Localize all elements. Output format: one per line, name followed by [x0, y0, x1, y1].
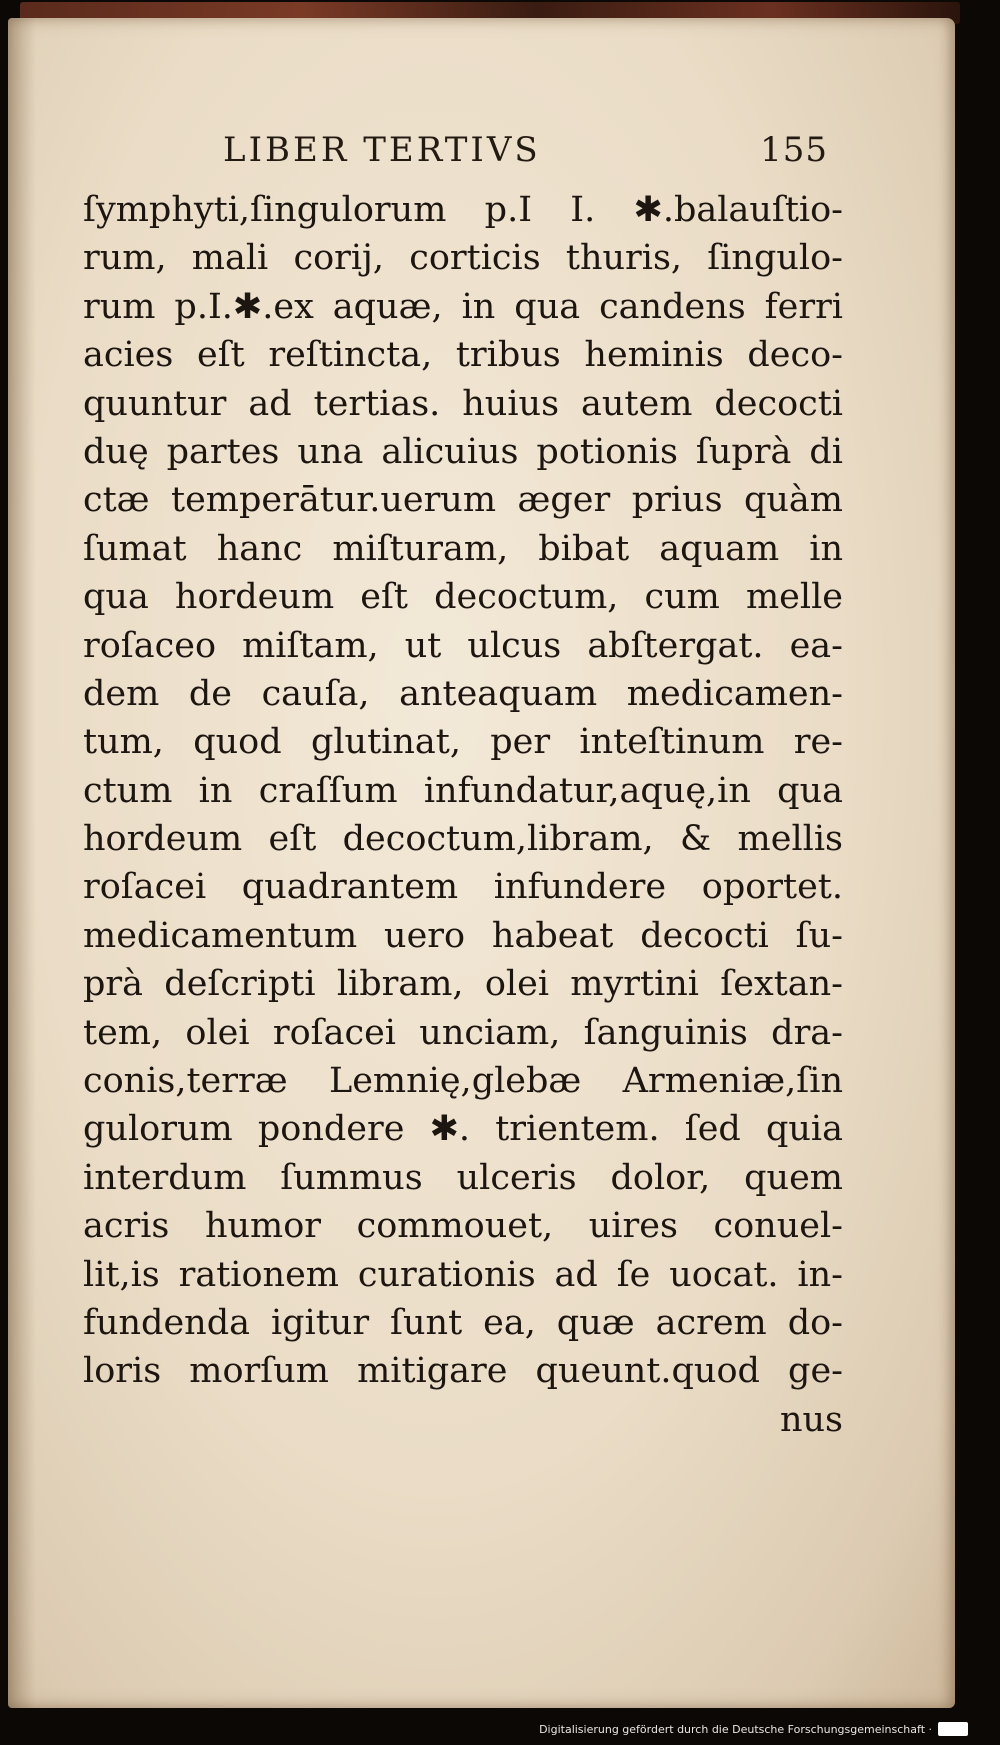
text-line: tum, quod glutinat, per inteſtinum re-	[83, 722, 843, 763]
text-line: acris humor commouet, uires conuel-	[83, 1206, 843, 1247]
text-line: ctæ temperātur.uerum æger prius quàm	[83, 480, 843, 521]
catchword: nus	[779, 1399, 843, 1440]
text-line: rum, mali corij, corticis thuris, ſingulo-	[83, 238, 843, 279]
text-line: roſacei quadrantem infundere oportet.	[83, 867, 843, 908]
text-line: medicamentum uero habeat decocti ſu-	[83, 915, 843, 956]
text-line: rum p.I.✱.ex aquæ, in qua candens ferri	[83, 286, 843, 327]
text-line: duę partes una alicuius potionis ſuprà di	[83, 431, 843, 472]
text-line: quuntur ad tertias. huius autem decocti	[83, 383, 843, 424]
text-line: conis,terræ Lemnię,glebæ Armeniæ,ſin	[83, 1061, 843, 1102]
dfg-logo	[938, 1722, 968, 1736]
text-line: hordeum eſt decoctum,libram, & mellis	[83, 819, 843, 860]
text-line: lit,is rationem curationis ad ſe uocat. in-	[83, 1254, 843, 1295]
page-number: 155	[760, 130, 828, 170]
text-line: ctum in craſſum infundatur,aquę,in qua	[83, 770, 843, 811]
gutter-shadow	[8, 18, 36, 1708]
running-head-title: LIBER TERTIVS	[223, 130, 541, 170]
body-text	[83, 186, 843, 1444]
text-line: interdum ſummus ulceris dolor, quem	[83, 1157, 843, 1198]
text-line: gulorum pondere ✱. trientem. ſed quia	[83, 1109, 843, 1150]
text-line: ſymphyti,ſingulorum p.I I. ✱.balauſtio-	[83, 190, 843, 230]
text-line: tem, olei roſacei unciam, ſanguinis dra-	[83, 1012, 843, 1053]
text-line: fundenda igitur ſunt ea, quæ acrem do-	[83, 1302, 843, 1343]
running-head	[223, 130, 828, 182]
text-line: dem de cauſa, anteaquam medicamen-	[83, 673, 843, 714]
digitization-credit	[539, 1721, 968, 1737]
text-line: loris morſum mitigare queunt.quod ge-	[83, 1351, 843, 1392]
text-line: acies eſt reſtincta, tribus heminis deco-	[83, 335, 843, 376]
text-line: qua hordeum eſt decoctum, cum melle	[83, 577, 843, 618]
credit-text: Digitalisierung gefördert durch die Deutsche Forschungsgemeinschaft ·	[539, 1722, 932, 1736]
text-line: roſaceo miſtam, ut ulcus abſtergat. ea-	[83, 625, 843, 666]
text-line: ſumat hanc miſturam, bibat aquam in	[83, 528, 843, 569]
text-line: prà deſcripti libram, olei myrtini ſextan-	[83, 964, 843, 1005]
book-page	[8, 18, 955, 1708]
